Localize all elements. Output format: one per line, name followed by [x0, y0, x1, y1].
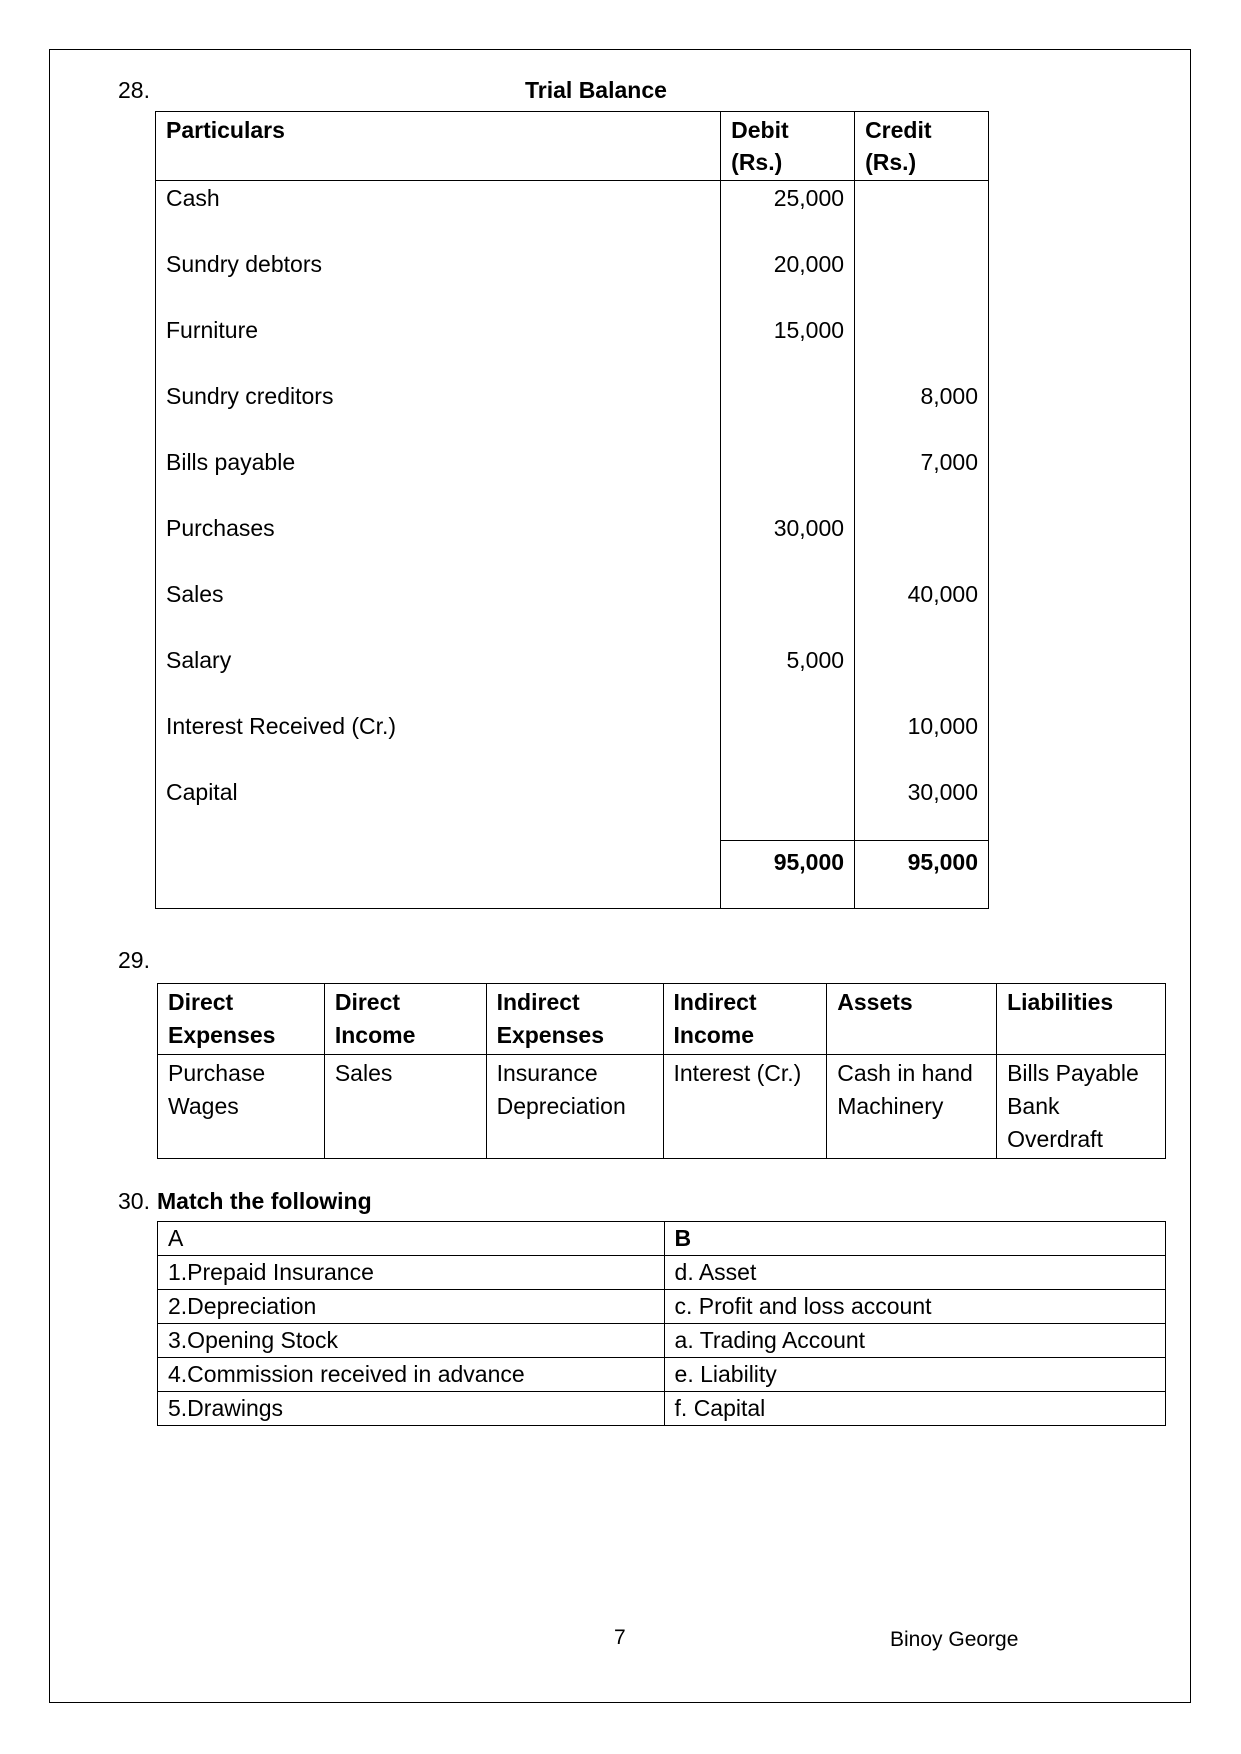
- table-row: [158, 1290, 1166, 1324]
- credit-cell: 30,000: [855, 775, 989, 841]
- particulars-header: Particulars: [156, 112, 721, 181]
- classification-item: Depreciation: [496, 1093, 626, 1119]
- particular-cell: Interest Received (Cr.): [156, 709, 721, 775]
- column-b-cell: a. Trading Account: [664, 1324, 1165, 1358]
- classification-item: Sales: [334, 1060, 393, 1086]
- classification-header: Direct Income: [324, 984, 486, 1055]
- debit-header: [721, 112, 855, 181]
- debit-cell: 5,000: [721, 643, 855, 709]
- debit-cell: 20,000: [721, 247, 855, 313]
- table-row: [156, 709, 989, 775]
- particular-cell: Cash: [156, 181, 721, 247]
- classification-header: Liabilities: [997, 984, 1166, 1055]
- debit-cell: [721, 709, 855, 775]
- classification-header: Indirect Income: [663, 984, 827, 1055]
- debit-cell: [721, 775, 855, 841]
- debit-cell: 25,000: [721, 181, 855, 247]
- classification-item: Interest (Cr.): [673, 1060, 802, 1086]
- classification-cell: [324, 1055, 486, 1159]
- table-row: [156, 379, 989, 445]
- column-a-cell: 5.Drawings: [158, 1392, 665, 1426]
- total-label-cell: [156, 841, 721, 909]
- credit-header-line2: (Rs.): [865, 149, 917, 175]
- debit-cell: 30,000: [721, 511, 855, 577]
- table-row: [156, 511, 989, 577]
- total-row: [156, 841, 989, 909]
- column-b-header: B: [664, 1222, 1165, 1256]
- particular-cell: Furniture: [156, 313, 721, 379]
- column-a-cell: 4.Commission received in advance: [158, 1358, 665, 1392]
- table-row: [156, 181, 989, 247]
- classification-item: Cash in hand: [837, 1060, 973, 1086]
- match-title: Match the following: [157, 1188, 372, 1214]
- classification-item: Purchase: [168, 1060, 266, 1086]
- trial-balance-table: [155, 111, 989, 909]
- classification-header: Indirect Expenses: [486, 984, 663, 1055]
- credit-header: [855, 112, 989, 181]
- page-number: 7: [614, 1626, 626, 1649]
- classification-header: Assets: [827, 984, 997, 1055]
- question-28-number: 28.: [118, 77, 150, 103]
- classification-item: Insurance: [496, 1060, 598, 1086]
- credit-cell: 40,000: [855, 577, 989, 643]
- classification-item: Wages: [168, 1093, 239, 1119]
- particular-cell: Salary: [156, 643, 721, 709]
- credit-cell: [855, 181, 989, 247]
- table-row: [156, 577, 989, 643]
- credit-cell: 7,000: [855, 445, 989, 511]
- particular-cell: Sundry creditors: [156, 379, 721, 445]
- classification-item: Bank Overdraft: [1007, 1093, 1103, 1152]
- table-header-row: [158, 1222, 1166, 1256]
- table-header-row: [156, 112, 989, 181]
- debit-header-line1: Debit: [731, 117, 789, 143]
- column-a-cell: 1.Prepaid Insurance: [158, 1256, 665, 1290]
- classification-cell: [663, 1055, 827, 1159]
- question-29-number: 29.: [118, 947, 150, 973]
- credit-header-line1: Credit: [865, 117, 932, 143]
- table-row: [158, 1256, 1166, 1290]
- total-credit-cell: 95,000: [855, 841, 989, 909]
- table-row: [156, 313, 989, 379]
- particular-cell: Bills payable: [156, 445, 721, 511]
- column-b-cell: f. Capital: [664, 1392, 1165, 1426]
- credit-cell: 10,000: [855, 709, 989, 775]
- column-a-cell: 3.Opening Stock: [158, 1324, 665, 1358]
- column-a-cell: 2.Depreciation: [158, 1290, 665, 1324]
- column-a-header: A: [158, 1222, 665, 1256]
- classification-cell: [158, 1055, 325, 1159]
- column-b-cell: e. Liability: [664, 1358, 1165, 1392]
- table-row: [158, 1358, 1166, 1392]
- table-row: [156, 247, 989, 313]
- classification-cell: [827, 1055, 997, 1159]
- classification-item: Bills Payable: [1007, 1060, 1139, 1086]
- table-row: [156, 775, 989, 841]
- classification-item: Machinery: [837, 1093, 944, 1119]
- debit-header-line2: (Rs.): [731, 149, 783, 175]
- credit-cell: [855, 247, 989, 313]
- debit-cell: [721, 577, 855, 643]
- particular-cell: Sundry debtors: [156, 247, 721, 313]
- classification-cell: [486, 1055, 663, 1159]
- classification-header: Direct Expenses: [158, 984, 325, 1055]
- credit-cell: 8,000: [855, 379, 989, 445]
- author-name: Binoy George: [890, 1628, 1019, 1651]
- table-row: [156, 643, 989, 709]
- particular-cell: Capital: [156, 775, 721, 841]
- credit-cell: [855, 643, 989, 709]
- table-row: [156, 445, 989, 511]
- credit-cell: [855, 313, 989, 379]
- debit-cell: 15,000: [721, 313, 855, 379]
- credit-cell: [855, 511, 989, 577]
- trial-balance-title: Trial Balance: [525, 77, 667, 103]
- particular-cell: Sales: [156, 577, 721, 643]
- debit-cell: [721, 379, 855, 445]
- debit-cell: [721, 445, 855, 511]
- column-b-cell: c. Profit and loss account: [664, 1290, 1165, 1324]
- total-debit-cell: 95,000: [721, 841, 855, 909]
- column-b-cell: d. Asset: [664, 1256, 1165, 1290]
- match-table: [157, 1221, 1166, 1426]
- classification-table: [157, 983, 1166, 1159]
- table-row: [158, 1055, 1166, 1159]
- particular-cell: Purchases: [156, 511, 721, 577]
- question-30-number: 30.: [118, 1188, 150, 1214]
- table-row: [158, 1324, 1166, 1358]
- table-header-row: [158, 984, 1166, 1055]
- classification-cell: [997, 1055, 1166, 1159]
- table-row: [158, 1392, 1166, 1426]
